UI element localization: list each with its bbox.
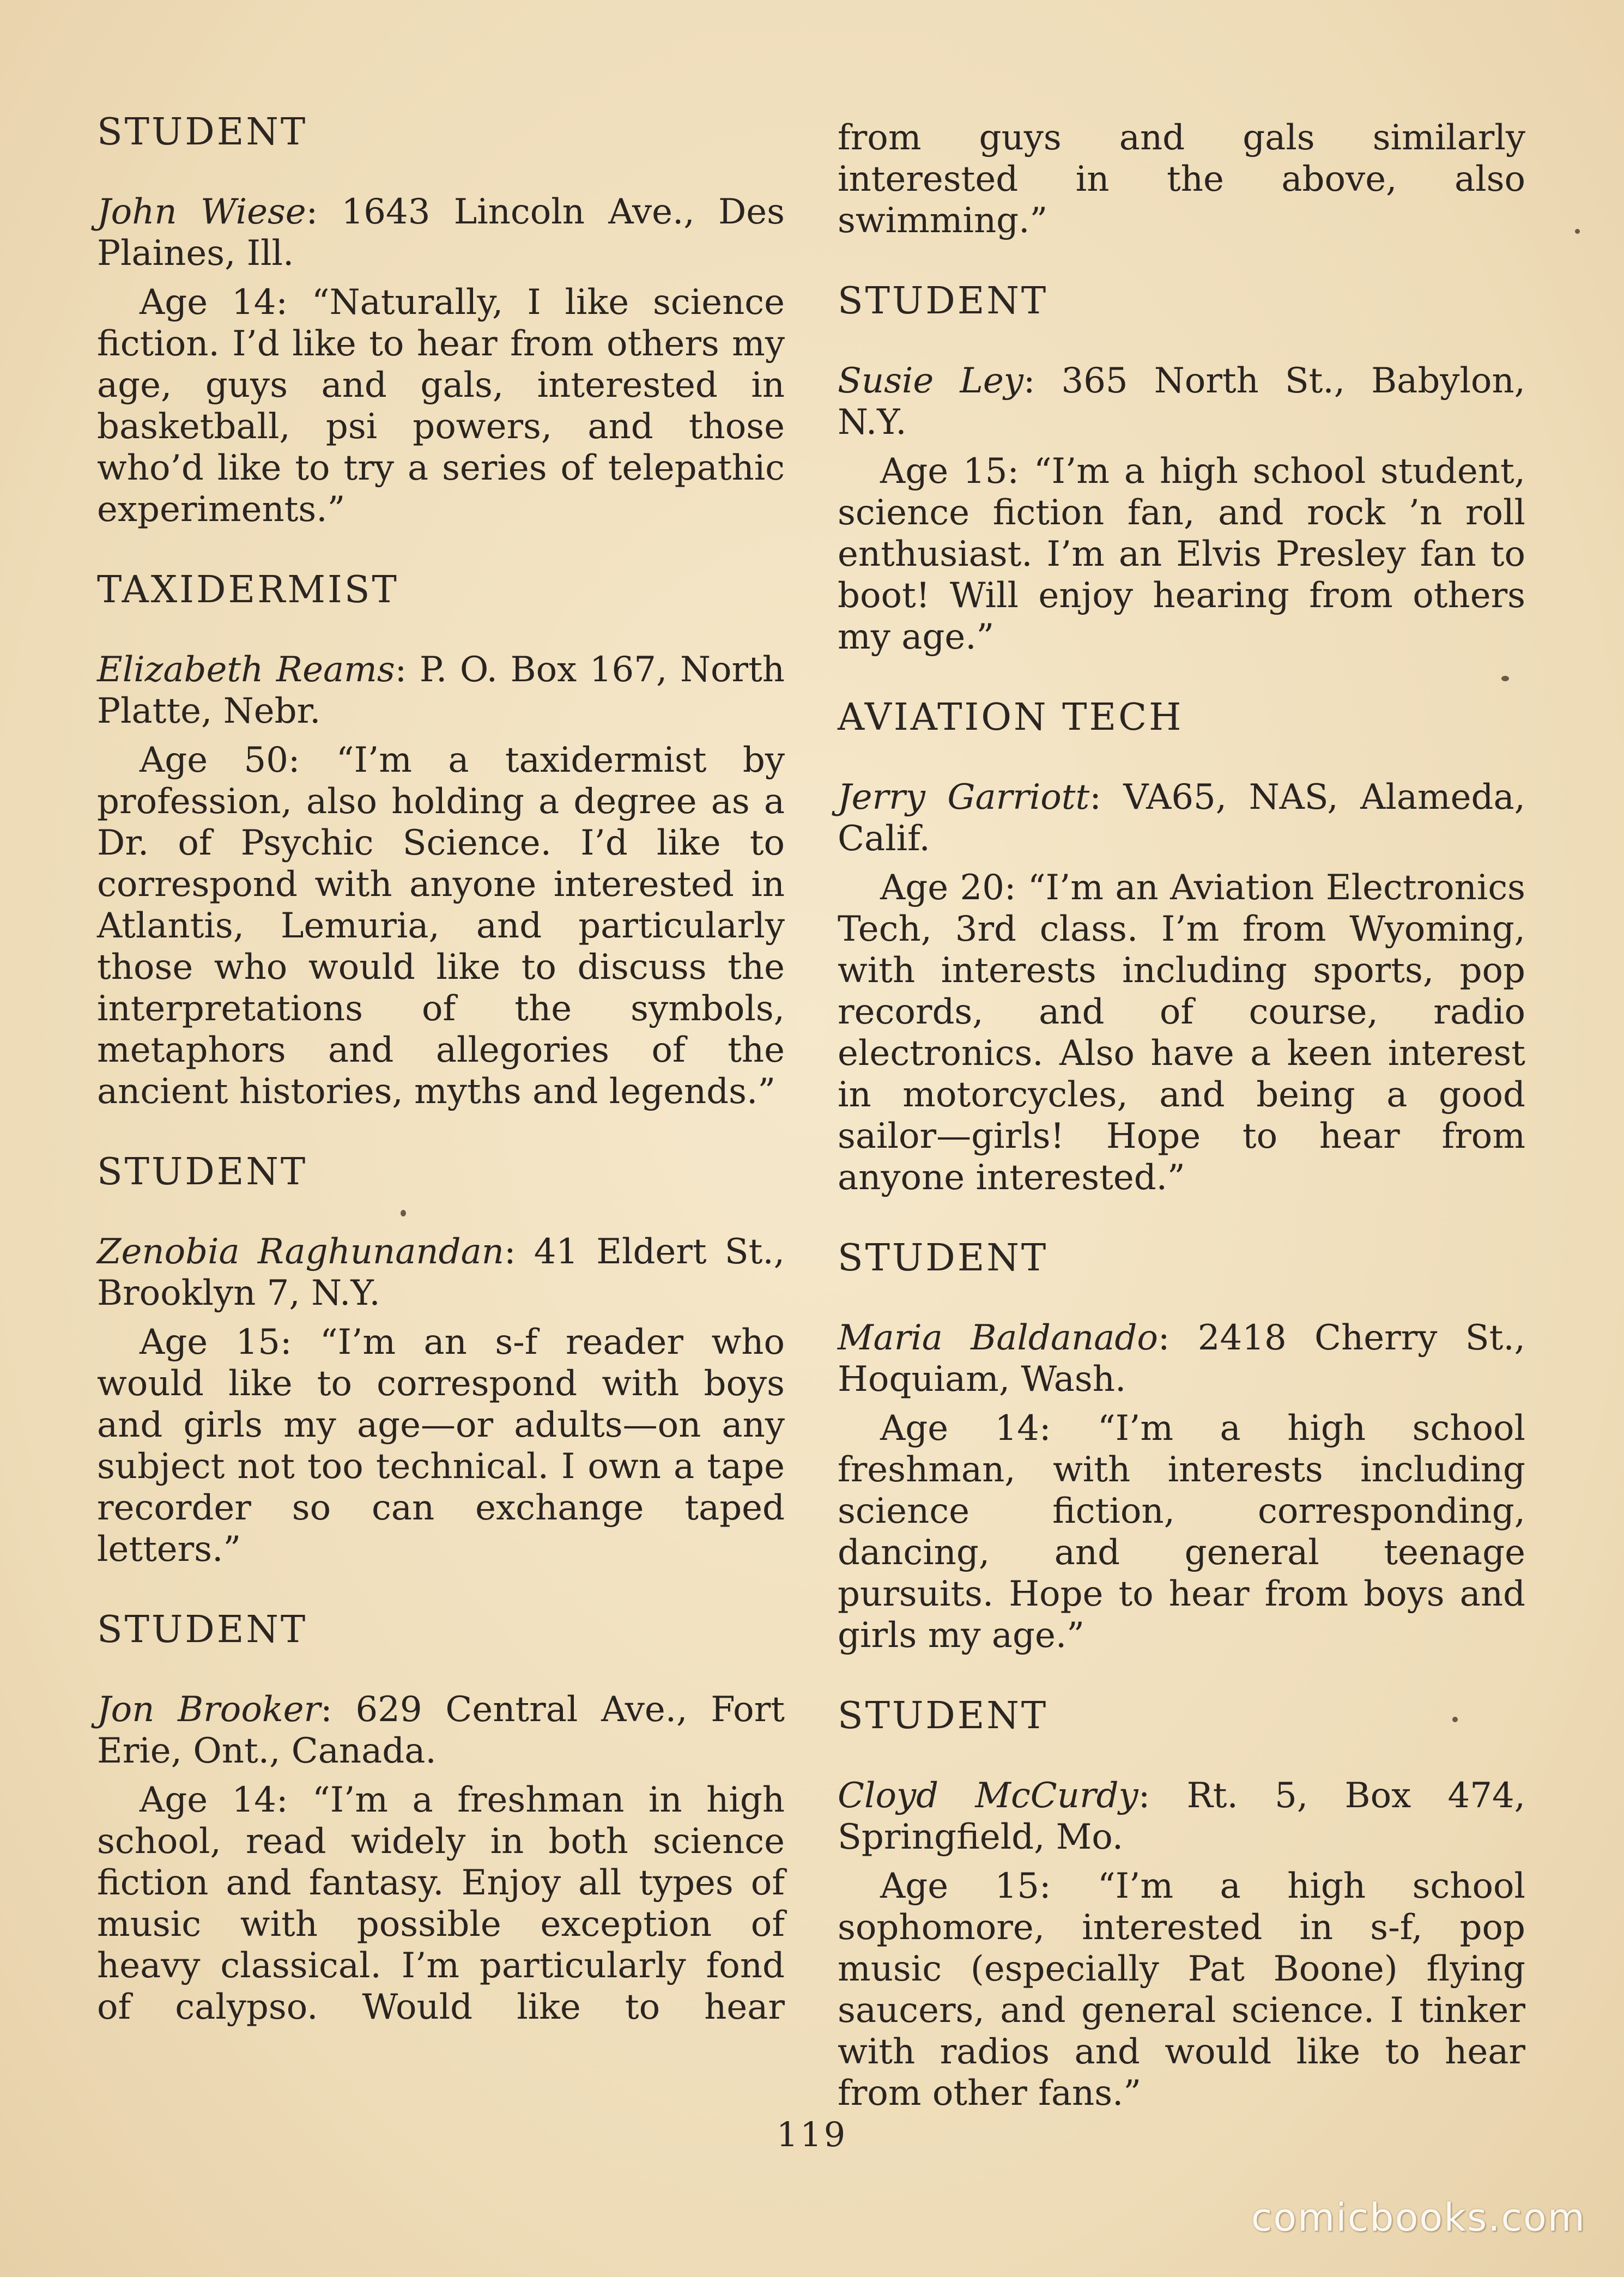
entry-address: : 1643 Lincoln Ave., Des Plaines, Ill. (97, 192, 785, 274)
entry-heading: STUDENT (97, 1608, 308, 1651)
site-watermark: comicbooks.com (1251, 2195, 1586, 2240)
entry-contact (838, 777, 1525, 859)
entry-body: Age 14: “I’m a freshman in high school, read widely in both science fiction and fantasy. Enjoy all types of music with possible exception of heavy classical. I’m particularly fond of calypso. Would like to hear (97, 1780, 785, 2027)
entry-body: Age 15: “I’m a high school sophomore, interested in s-f, pop music (especially Pat Boone) flying saucers, and general science. I tinker with radios and would like to hear from other fans.” (838, 1866, 1525, 2114)
entry-contact (97, 649, 785, 732)
entry-heading: TAXIDERMIST (97, 568, 399, 611)
entry-name: Cloyd McCurdy (838, 1776, 1138, 1816)
entry-name: Zenobia Raghunandan (97, 1232, 504, 1272)
entry-address: : 2418 Cherry St., Hoquiam, Wash. (838, 1318, 1526, 1400)
entry-heading: STUDENT (97, 111, 308, 154)
left-column (97, 112, 785, 2028)
entry-zenobia-raghunandan (97, 1152, 785, 1570)
entry-john-wiese (97, 112, 785, 530)
print-speck (1575, 229, 1580, 234)
entry-body: Age 15: “I’m an s-f reader who would like to correspond with boys and girls my age—or adults—on any subject not too technical. I own a tape recorder so can exchange taped letters.” (97, 1322, 785, 1570)
entry-contact (838, 1775, 1525, 1858)
entry-body: Age 50: “I’m a taxidermist by profession, also holding a degree as a Dr. of Psychic Science. I’d like to correspond with anyone interested in Atlantis, Lemuria, and particularly those who would like to discuss the interpretations of the symbols, metaphors and allegories of the ancient histories, myths and legends.” (97, 740, 785, 1112)
entry-heading: STUDENT (838, 280, 1049, 323)
entry-body: Age 14: “Naturally, I like science fiction. I’d like to hear from others my age, guys and gals, interested in basketball, psi powers, and those who’d like to try a series of telepathic experiments.” (97, 282, 785, 530)
entry-body: Age 14: “I’m a high school freshman, with interests including science fiction, corresponding, dancing, and general teenage pursuits. Hope to hear from boys and girls my age.” (838, 1408, 1525, 1656)
entry-cloyd-mccurdy (838, 1695, 1525, 2114)
entry-contact (838, 360, 1525, 443)
entry-maria-baldanado (838, 1238, 1525, 1656)
entry-address: : 41 Eldert St., Brooklyn 7, N.Y. (97, 1232, 785, 1313)
entry-body: Age 20: “I’m an Aviation Electronics Tech, 3rd class. I’m from Wyoming, with interests including sports, pop records, and of course, radio electronics. Also have a keen interest in motorcycles, and being a good sailor—girls! Hope to hear from anyone interested.” (838, 868, 1525, 1198)
entry-heading: AVIATION TECH (838, 696, 1184, 739)
entry-name: Jon Brooker (97, 1689, 321, 1730)
page-number: 119 (776, 2115, 848, 2154)
entry-name: Maria Baldanado (838, 1318, 1158, 1358)
entry-name: John Wiese (97, 192, 306, 232)
print-speck (1501, 676, 1509, 681)
entry-susie-ley (838, 281, 1525, 658)
continued-text: from guys and gals similarly interested in the above, also swimming.” (838, 118, 1525, 241)
entry-elizabeth-reams (97, 570, 785, 1112)
entry-heading: STUDENT (97, 1150, 308, 1194)
entry-contact (97, 1231, 785, 1314)
entry-contact (97, 1689, 785, 1772)
entry-heading: STUDENT (838, 1694, 1049, 1737)
entry-contact (838, 1317, 1525, 1400)
entry-name: Elizabeth Reams (97, 650, 395, 690)
entry-body: Age 15: “I’m a high school student, science fiction fan, and rock ’n roll enthusiast. I’m an Elvis Presley fan to boot! Will enjoy hearing from others my age.” (838, 451, 1525, 657)
entry-name: Susie Ley (838, 361, 1023, 401)
entry-jon-brooker (97, 1609, 785, 2028)
entry-jerry-garriott (838, 697, 1525, 1198)
entry-address: : 629 Central Ave., Fort Erie, Ont., Canada. (97, 1689, 785, 1771)
print-speck (401, 1210, 406, 1216)
entry-address: : P. O. Box 167, North Platte, Nebr. (97, 650, 785, 731)
print-speck (1452, 1717, 1458, 1722)
entry-heading: STUDENT (838, 1237, 1049, 1280)
entry-address: : 365 North St., Babylon, N.Y. (838, 361, 1525, 443)
entry-name: Jerry Garriott (838, 777, 1090, 817)
entry-address: : Rt. 5, Box 474, Springfield, Mo. (838, 1776, 1526, 1857)
entry-address: : VA65, NAS, Alameda, Calif. (838, 777, 1526, 859)
entry-contact (97, 191, 785, 274)
right-column (838, 117, 1525, 2114)
